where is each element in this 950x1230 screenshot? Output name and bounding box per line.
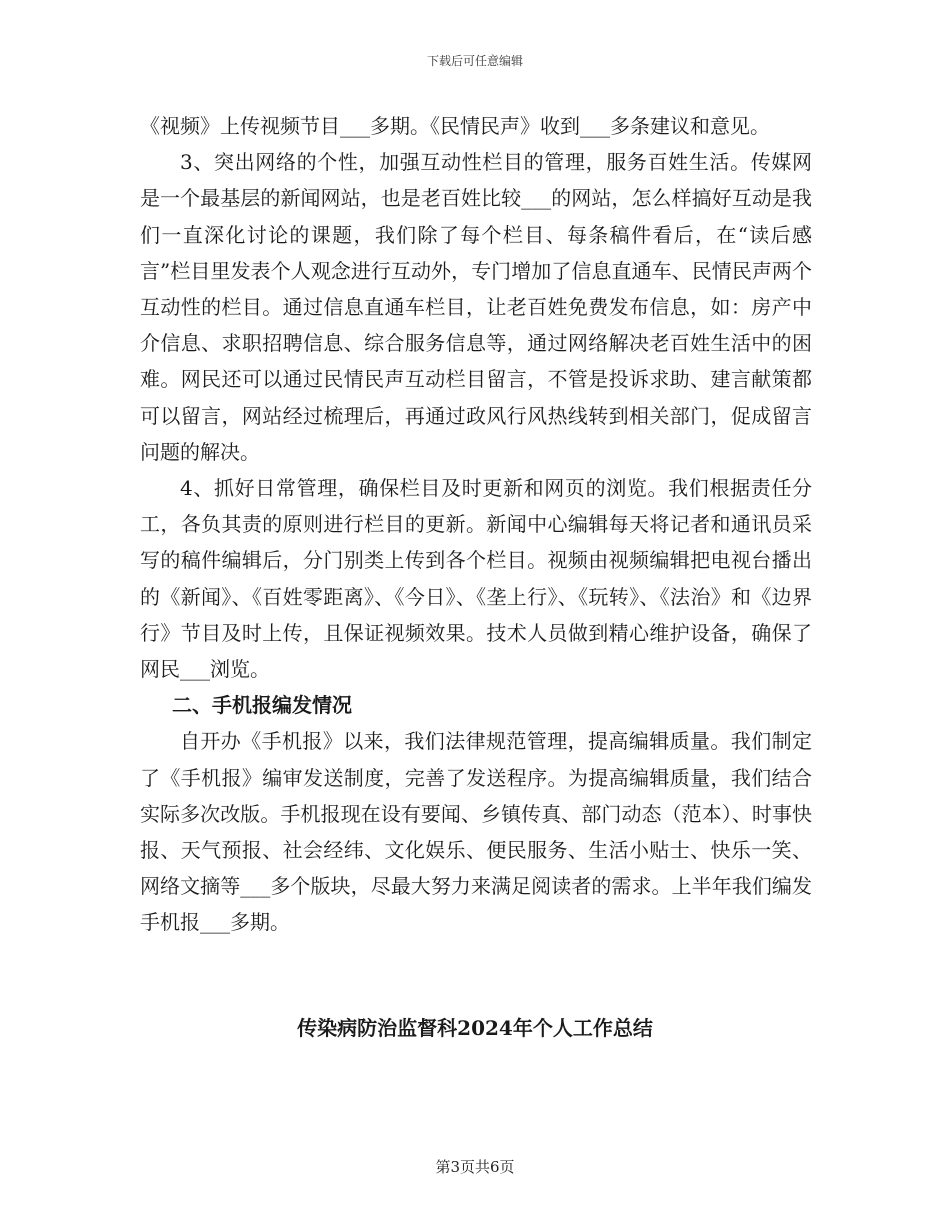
paragraph-daily-management: 4、抓好日常管理，确保栏目及时更新和网页的浏览。我们根据责任分工，各负其责的原则进行栏目的更新。新闻中心编辑每天将记者和通讯员采写的稿件编辑后，分门别类上传到各个栏目。视频由视频编辑把电视台播出的《新闻》、《百姓零距离》、《今日》、《垄上行》、《玩转》、《法治》和《边界行》节目及时上传，且保证视频效果。技术人员做到精心维护设备，确保了网民___浏览。 <box>140 476 812 682</box>
document-title: 传染病防治监督科2024年个人工作总结 <box>297 1016 653 1040</box>
page-header: 下载后可任意编辑 <box>426 54 523 68</box>
paragraph-mobile-news: 自开办《手机报》以来，我们法律规范管理，提高编辑质量。我们制定了《手机报》编审发送制度，完善了发送程序。为提高编辑质量，我们结合实际多次改版。手机报现在设有要闻、乡镇传真、部门动态（范本）、时事快报、天气预报、社会经纬、文化娱乐、便民服务、生活小贴士、快乐一笑、网络文摘等___多个版块，尽最大努力来满足阅读者的需求。上半年我们编发手机报___多期。 <box>140 729 812 935</box>
section-heading-mobile-news: 二、手机报编发情况 <box>172 693 352 718</box>
document-body <box>140 108 812 941</box>
paragraph-interaction: 3、突出网络的个性，加强互动性栏目的管理，服务百姓生活。传媒网是一个最基层的新闻网站，也是老百姓比较___的网站，怎么样搞好互动是我们一直深化讨论的课题，我们除了每个栏目、每条稿件看后，在“读后感言”栏目里发表个人观念进行互动外，专门增加了信息直通车、民情民声两个互动性的栏目。通过信息直通车栏目，让老百姓免费发布信息，如：房产中介信息、求职招聘信息、综合服务信息等，通过网络解决老百姓生活中的困难。网民还可以通过民情民声互动栏目留言，不管是投诉求助、建言献策都可以留言，网站经过梳理后，再通过政风行风热线转到相关部门，促成留言问题的解决。 <box>140 150 812 464</box>
paragraph-video-summary: 《视频》上传视频节目___多期。《民情民声》收到___多条建议和意见。 <box>140 114 770 138</box>
page-footer: 第3页共6页 <box>435 1158 515 1176</box>
